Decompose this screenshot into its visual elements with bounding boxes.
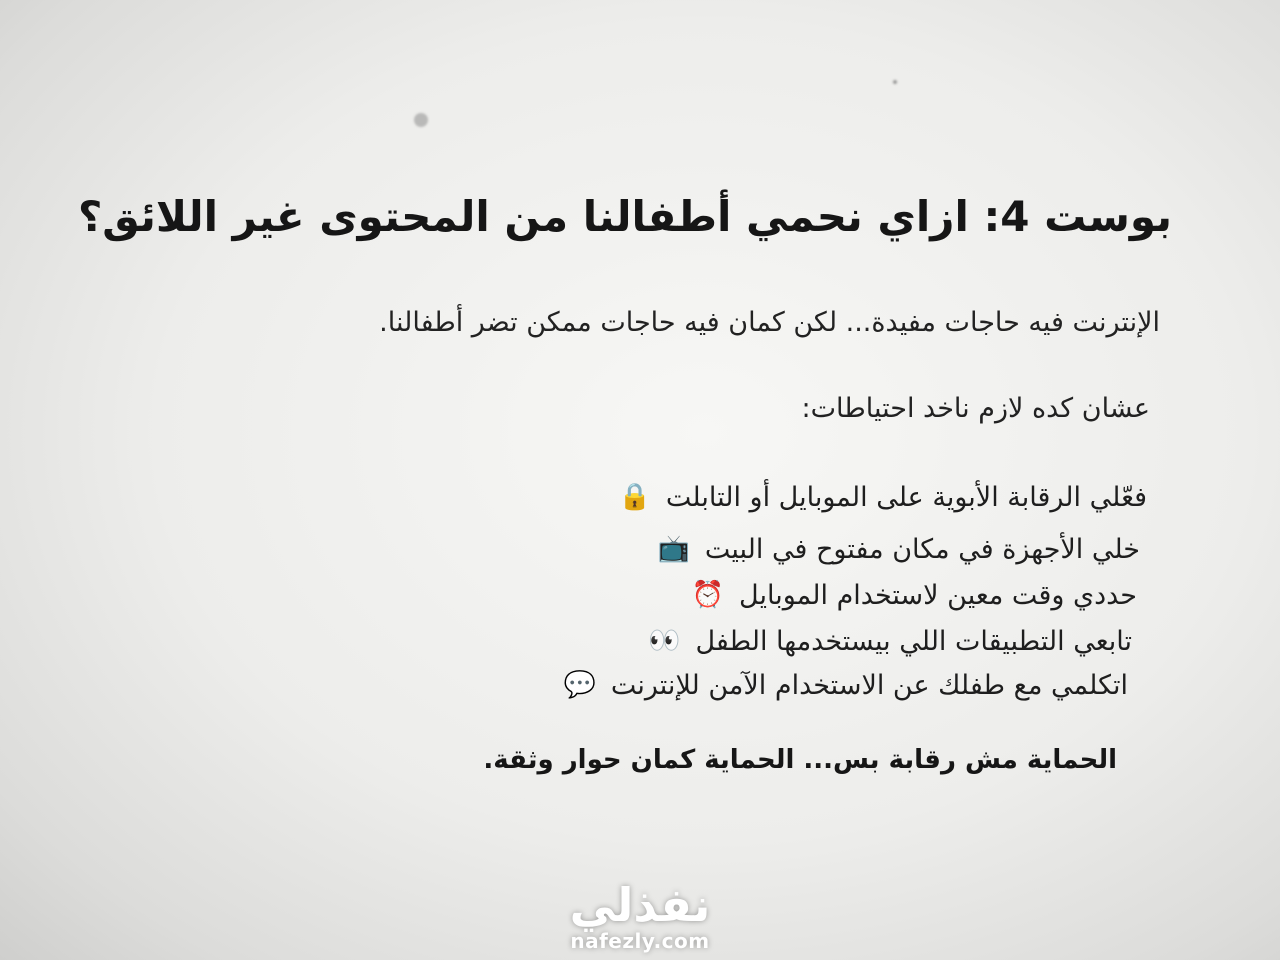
intro-line-1: الإنترنت فيه حاجات مفيدة... لكن كمان فيه حاجات ممكن تضر أطفالنا. <box>379 307 1160 338</box>
tip-text: حددي وقت معين لاستخدام الموبايل <box>739 579 1137 611</box>
tip-item-parental-controls <box>618 480 1147 514</box>
watermark-logo <box>540 880 740 952</box>
closing-statement: الحماية مش رقابة بس... الحماية كمان حوار وثقة. <box>483 745 1117 775</box>
eyes-icon: 👀 <box>648 626 681 656</box>
tip-text: خلي الأجهزة في مكان مفتوح في البيت <box>704 533 1140 565</box>
tip-item-monitor-apps <box>647 624 1132 658</box>
tip-item-screen-time <box>691 578 1137 612</box>
tip-text: تابعي التطبيقات اللي بيستخدمها الطفل <box>695 625 1132 657</box>
dust-spot <box>414 113 428 127</box>
alarm-clock-icon: ⏰ <box>691 580 725 610</box>
watermark-arabic: نفذلي <box>569 878 711 932</box>
speech-bubble-icon: 💬 <box>563 670 597 700</box>
dust-spot <box>893 80 897 84</box>
tip-text: اتكلمي مع طفلك عن الاستخدام الآمن للإنترنت <box>610 669 1128 701</box>
watermark-url: nafezly.com <box>570 929 710 953</box>
lock-icon: 🔒 <box>618 482 652 512</box>
tv-icon: 📺 <box>657 534 691 564</box>
tip-text: فعّلي الرقابة الأبوية على الموبايل أو التابلت <box>665 481 1147 513</box>
tip-item-talk-safety <box>563 668 1128 702</box>
tip-item-open-space <box>657 532 1140 566</box>
post-title: بوست 4: ازاي نحمي أطفالنا من المحتوى غير اللائق؟ <box>77 192 1172 241</box>
intro-line-2: عشان كده لازم ناخد احتياطات: <box>801 393 1150 424</box>
